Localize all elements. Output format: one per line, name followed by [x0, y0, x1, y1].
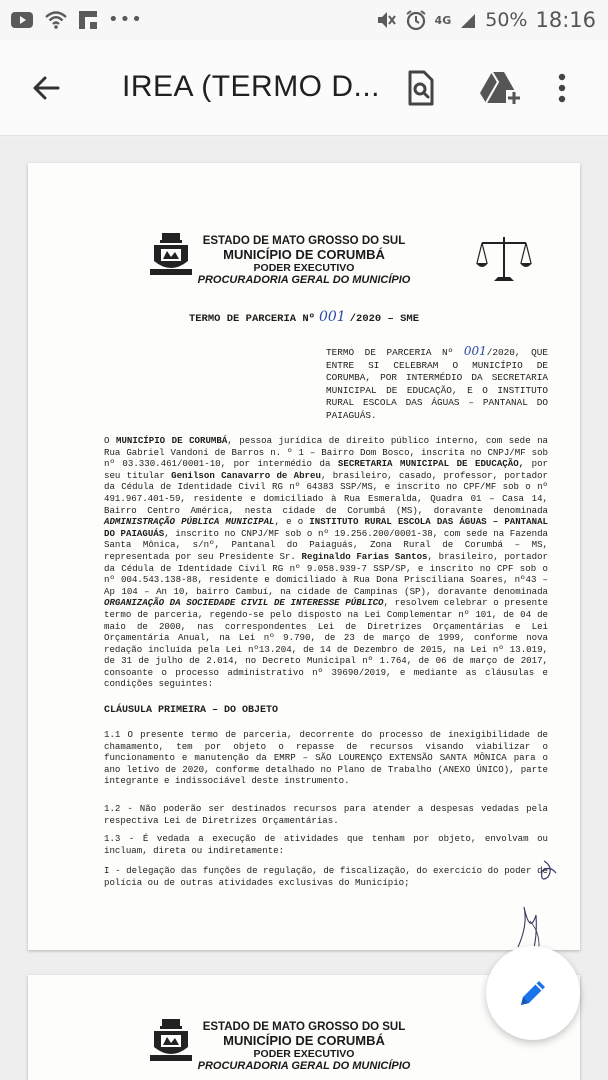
back-arrow-icon[interactable]	[28, 70, 64, 106]
edit-pencil-icon	[515, 975, 551, 1011]
preamble-bold: INSTITUTO RURAL ESCOLA DAS ÁGUAS – PANTANAL DO PAIAGUÁS	[104, 516, 548, 539]
term-title-prefix: TERMO DE PARCERIA Nº	[188, 313, 315, 325]
preamble-text: por seu titular	[104, 458, 548, 481]
letterhead-municipality: MUNICÍPIO DE CORUMBÁ	[223, 1033, 385, 1048]
preamble-text: , brasileiro, portador da Cédula de Identidade Civil RG nº 9.058.939-7 SSP/SP, e inscrito no CPF sob o nº 004.543.138-88, residente e domiciliado à Rua Dona Prisciliana Soares, nº43 – Ap 104 – An 10, bairro Cambuí, na cidade de Campinas (SP), doravante denominada	[104, 550, 548, 597]
preamble-bold: SECRETARIA MUNICIPAL DE EDUCAÇÃO,	[337, 458, 525, 470]
document-page-1	[28, 163, 580, 950]
preamble-paragraph	[104, 435, 548, 690]
network-type: 4G	[434, 13, 452, 27]
clause-title: CLÁUSULA PRIMEIRA – DO OBJETO	[104, 705, 279, 716]
letterhead-state: ESTADO DE MATO GROSSO DO SUL	[202, 1021, 406, 1033]
letterhead-municipality: MUNICÍPIO DE CORUMBÁ	[223, 247, 385, 262]
clock: 18:16	[535, 8, 596, 32]
term-summary	[326, 345, 548, 423]
preamble-bold-italic: ORGANIZAÇÃO DA SOCIEDADE CIVIL DE INTERESSE PÚBLICO	[104, 597, 384, 609]
status-left-icons	[10, 9, 143, 30]
preamble-text: O	[104, 435, 116, 446]
more-vert-icon[interactable]	[550, 68, 574, 108]
letterhead-branch: PODER EXECUTIVO	[253, 1048, 355, 1060]
summary-number-handwritten: 001	[463, 344, 487, 358]
find-in-document-icon[interactable]	[400, 68, 440, 108]
letterhead-office: PROCURADORIA GERAL DO MUNICÍPIO	[197, 1060, 411, 1072]
add-to-drive-icon[interactable]	[478, 68, 522, 108]
app-toolbar	[0, 40, 608, 136]
preamble-text: , brasileiro, casado, professor, portador da Cédula de Identidade Civil RG nº 64383 SSP/MS, e inscrito no CPF/MF sob o nº 491.967.401-59, residente e domiciliado à Rua Esmeralda, Quadra 01 – Casa 14, Bairro Centro América, nesta cidade de Corumbá (MS), doravante denominada	[104, 469, 548, 516]
clause-item-i: I - delegação das funções de regulação, de fiscalização, do exercício do poder de polícia ou de outras atividades exclusivas do Município;	[104, 865, 548, 888]
preamble-text: , pessoa jurídica de direito público interno, com sede na Rua Gabriel Vandoni de Barros n. º 1 – Bairro Dom Bosco, inscrita no CNPJ/MF sob nº 03.330.461/0001-10, por intermédio da	[104, 435, 548, 470]
term-number-handwritten: 001	[318, 309, 346, 325]
summary-text: /2020, QUE ENTRE SI CELEBRAM O MUNICÍPIO DE CORUMBA, POR INTERMÉDIO DA SECRETARIA MUNICIPAL DE EDUCAÇÃO, E O INSTITUTO RURAL ESCOLA DAS ÁGUAS – PANTANAL DO PAIAGUÁS.	[326, 347, 548, 421]
preamble-bold: Genilson Canavarro de Abreu	[171, 469, 321, 481]
wifi-icon	[44, 10, 68, 30]
youtube-icon	[10, 11, 34, 29]
letterhead-office: PROCURADORIA GERAL DO MUNICÍPIO	[197, 274, 411, 286]
alarm-icon	[405, 9, 427, 31]
preamble-text: , e o	[274, 516, 310, 528]
mute-icon	[375, 9, 397, 31]
clause-item-1-3: 1.3 - É vedada a execução de atividades que tenham por objeto, envolvam ou incluam, direta ou indiretamente:	[104, 833, 548, 856]
letterhead-page-2	[28, 1021, 580, 1072]
battery-percent: 50%	[485, 9, 528, 31]
document-title: IREA (TERMO D...	[122, 70, 381, 103]
preamble-bold: Reginaldo Farias Santos	[301, 550, 428, 562]
summary-prefix: TERMO DE PARCERIA Nº	[326, 347, 454, 358]
letterhead-state: ESTADO DE MATO GROSSO DO SUL	[202, 235, 406, 247]
clause-item-1-2: 1.2 - Não poderão ser destinados recursos para atender a despesas vedadas pela respectiva Lei de Diretrizes Orçamentárias.	[104, 803, 548, 826]
signal-icon	[459, 10, 477, 30]
clause-item-1-1: 1.1 O presente termo de parceria, decorrente do processo de inexigibilidade de chamamento, tem por objeto o repasse de recursos visando viabilizar o funcionamento e manutenção da EMRP – SÃO LOURENÇO EXTENSÃO SANTA MÔNICA para o ano letivo de 2020, conforme detalhado no Plano de Trabalho (ANEXO ÚNICO), parte integrante e indissociável deste instrumento.	[104, 729, 548, 787]
term-title	[28, 309, 580, 325]
edit-fab-button[interactable]	[486, 946, 580, 1040]
preamble-bold-italic: ADMINISTRAÇÃO PÚBLICA MUNICIPAL	[104, 516, 275, 528]
letterhead	[28, 235, 580, 286]
preamble-bold: MUNICÍPIO DE CORUMBÁ	[116, 435, 228, 446]
term-title-suffix: /2020 – SME	[349, 313, 420, 325]
flipboard-icon	[78, 10, 98, 30]
status-right-icons	[375, 8, 596, 32]
more-dots-icon: •••	[108, 9, 143, 30]
preamble-text: , resolvem celebrar o presente termo de parceria, regendo-se pelo disposto na Lei Complementar nº 101, de 04 de maio de 2000, nas correspondentes Lei de Diretrizes Orçamentárias e Lei Orçamentária Anual, na Lei nº 9.790, de 23 de março de 1999, conforme nova redação incluída pela Lei nº13.204, de 14 de Dezembro de 2015, na Lei nº 13.019, de 31 de julho de 2.014, no Decreto Municipal nº 1.764, de 06 de março de 2017, consoante o processo administrativo nº 39690/2019, e mediante as cláusulas e condições seguintes:	[104, 597, 548, 690]
letterhead-branch: PODER EXECUTIVO	[253, 262, 355, 274]
status-bar	[0, 0, 608, 40]
document-viewer[interactable]	[0, 137, 608, 1080]
preamble-text: , inscrito no CNPJ/MF sob o nº 19.256.200/0001-38, com sede na Fazenda Santa Mônica, s/nº, Pantanal do Paiaguás, Zona Rural de Corumbá – MS, representada por seu Presidente Sr.	[104, 527, 549, 562]
